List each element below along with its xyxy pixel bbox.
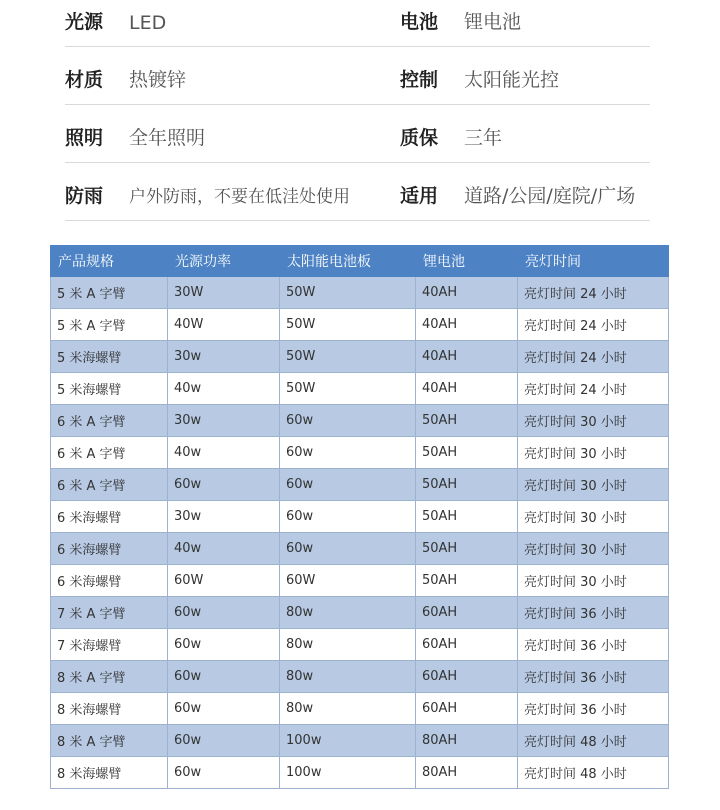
table-cell: 5 米海螺臂 — [51, 373, 168, 405]
table-cell: 60w — [280, 437, 416, 469]
spec-value: 全年照明 — [129, 127, 206, 149]
table-cell: 亮灯时间 30 小时 — [518, 501, 669, 533]
table-cell: 50AH — [416, 565, 518, 597]
table-row — [51, 725, 669, 757]
table-cell: 50AH — [416, 437, 518, 469]
table-cell: 50AH — [416, 501, 518, 533]
table-cell: 5 米 A 字臂 — [51, 277, 168, 309]
spec-key: 适用 — [400, 185, 439, 207]
table-cell: 6 米 A 字臂 — [51, 469, 168, 501]
spec-key: 材质 — [65, 69, 104, 91]
table-cell: 6 米海螺臂 — [51, 501, 168, 533]
table-cell: 60w — [280, 469, 416, 501]
table-cell: 100w — [280, 725, 416, 757]
column-header: 光源功率 — [168, 246, 280, 277]
table-cell: 8 米海螺臂 — [51, 757, 168, 789]
table-cell: 亮灯时间 30 小时 — [518, 533, 669, 565]
table-row — [51, 437, 669, 469]
table-cell: 40w — [168, 373, 280, 405]
table-cell: 80w — [280, 661, 416, 693]
table-header-row — [51, 246, 669, 277]
table-cell: 60w — [168, 757, 280, 789]
table-cell: 亮灯时间 24 小时 — [518, 341, 669, 373]
table-cell: 6 米海螺臂 — [51, 565, 168, 597]
column-header: 太阳能电池板 — [280, 246, 416, 277]
table-row — [51, 597, 669, 629]
table-row — [51, 501, 669, 533]
table-row — [51, 341, 669, 373]
table-cell: 30w — [168, 341, 280, 373]
table-cell: 8 米海螺臂 — [51, 693, 168, 725]
table-cell: 亮灯时间 24 小时 — [518, 309, 669, 341]
table-cell: 亮灯时间 48 小时 — [518, 757, 669, 789]
table-cell: 60AH — [416, 661, 518, 693]
table-cell: 40AH — [416, 309, 518, 341]
table-cell: 40w — [168, 533, 280, 565]
spec-key: 照明 — [65, 127, 104, 149]
table-cell: 60AH — [416, 629, 518, 661]
table-row — [51, 309, 669, 341]
spec-table — [50, 245, 669, 789]
table-cell: 亮灯时间 24 小时 — [518, 277, 669, 309]
spec-row — [65, 105, 650, 163]
table-row — [51, 565, 669, 597]
table-cell: 40AH — [416, 373, 518, 405]
table-cell: 60w — [280, 405, 416, 437]
table-cell: 亮灯时间 30 小时 — [518, 565, 669, 597]
table-cell: 亮灯时间 30 小时 — [518, 405, 669, 437]
table-row — [51, 405, 669, 437]
column-header: 亮灯时间 — [518, 246, 669, 277]
table-cell: 40w — [168, 437, 280, 469]
table-cell: 亮灯时间 36 小时 — [518, 629, 669, 661]
table-cell: 8 米 A 字臂 — [51, 725, 168, 757]
table-cell: 40AH — [416, 341, 518, 373]
table-cell: 60w — [168, 693, 280, 725]
column-header: 产品规格 — [51, 246, 168, 277]
table-cell: 亮灯时间 36 小时 — [518, 661, 669, 693]
table-cell: 60W — [168, 565, 280, 597]
table-cell: 60w — [168, 629, 280, 661]
table-cell: 60w — [168, 725, 280, 757]
table-cell: 50W — [280, 309, 416, 341]
column-header: 锂电池 — [416, 246, 518, 277]
table-cell: 80AH — [416, 725, 518, 757]
table-cell: 亮灯时间 30 小时 — [518, 437, 669, 469]
table-cell: 30W — [168, 277, 280, 309]
spec-value: LED — [129, 12, 167, 34]
spec-value: 太阳能光控 — [464, 69, 560, 91]
table-cell: 7 米海螺臂 — [51, 629, 168, 661]
table-row — [51, 693, 669, 725]
spec-value: 道路/公园/庭院/广场 — [464, 185, 636, 207]
table-row — [51, 757, 669, 789]
table-cell: 80w — [280, 693, 416, 725]
table-cell: 8 米 A 字臂 — [51, 661, 168, 693]
table-cell: 60W — [280, 565, 416, 597]
spec-key: 质保 — [400, 127, 439, 149]
spec-key: 防雨 — [65, 185, 104, 207]
table-cell: 50AH — [416, 533, 518, 565]
table-cell: 40AH — [416, 277, 518, 309]
table-row — [51, 373, 669, 405]
table-cell: 7 米 A 字臂 — [51, 597, 168, 629]
table-cell: 60AH — [416, 597, 518, 629]
table-cell: 50AH — [416, 405, 518, 437]
table-cell: 5 米 A 字臂 — [51, 309, 168, 341]
spec-key: 控制 — [400, 69, 439, 91]
table-cell: 50W — [280, 277, 416, 309]
table-cell: 60w — [280, 533, 416, 565]
spec-row — [65, 0, 650, 47]
table-cell: 40W — [168, 309, 280, 341]
table-cell: 50W — [280, 341, 416, 373]
table-row — [51, 277, 669, 309]
table-cell: 6 米 A 字臂 — [51, 405, 168, 437]
table-row — [51, 533, 669, 565]
spec-value: 三年 — [464, 127, 503, 149]
table-row — [51, 661, 669, 693]
table-cell: 80w — [280, 629, 416, 661]
table-cell: 亮灯时间 36 小时 — [518, 597, 669, 629]
table-cell: 80w — [280, 597, 416, 629]
spec-value: 户外防雨，不要在低洼处使用 — [129, 187, 350, 207]
table-cell: 5 米海螺臂 — [51, 341, 168, 373]
table-cell: 50AH — [416, 469, 518, 501]
table-row — [51, 469, 669, 501]
table-cell: 60w — [280, 501, 416, 533]
table-cell: 亮灯时间 30 小时 — [518, 469, 669, 501]
table-cell: 60w — [168, 469, 280, 501]
spec-key: 电池 — [400, 11, 439, 33]
table-cell: 60w — [168, 597, 280, 629]
spec-table-wrapper — [50, 245, 668, 789]
table-row — [51, 629, 669, 661]
spec-summary — [65, 0, 650, 221]
table-cell: 50W — [280, 373, 416, 405]
spec-row — [65, 163, 650, 221]
table-cell: 100w — [280, 757, 416, 789]
table-cell: 30w — [168, 501, 280, 533]
table-cell: 6 米海螺臂 — [51, 533, 168, 565]
spec-row — [65, 47, 650, 105]
spec-key: 光源 — [65, 11, 104, 33]
table-cell: 60AH — [416, 693, 518, 725]
spec-value: 热镀锌 — [129, 69, 187, 91]
table-cell: 80AH — [416, 757, 518, 789]
table-body — [51, 277, 669, 789]
table-cell: 60w — [168, 661, 280, 693]
spec-value: 锂电池 — [464, 11, 522, 33]
table-cell: 亮灯时间 24 小时 — [518, 373, 669, 405]
table-cell: 30w — [168, 405, 280, 437]
table-cell: 6 米 A 字臂 — [51, 437, 168, 469]
table-cell: 亮灯时间 36 小时 — [518, 693, 669, 725]
table-cell: 亮灯时间 48 小时 — [518, 725, 669, 757]
